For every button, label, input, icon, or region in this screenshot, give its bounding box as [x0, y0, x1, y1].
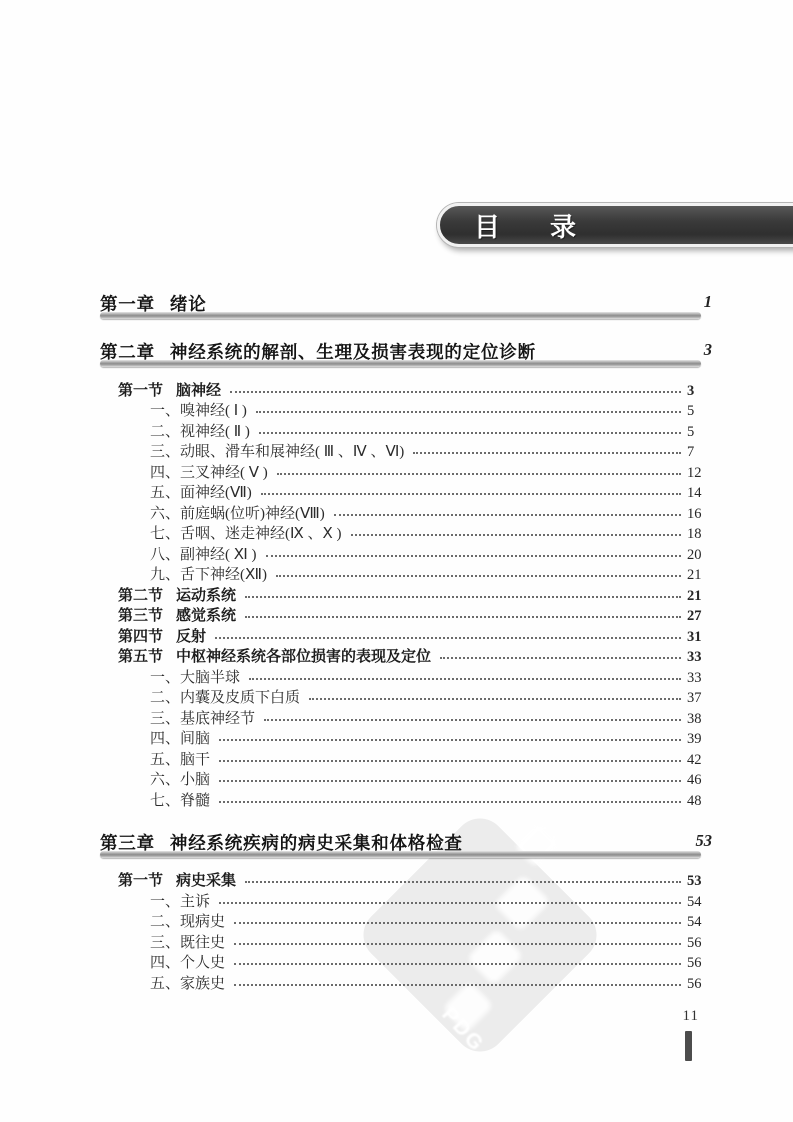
entry-label: 三、: [150, 444, 181, 461]
entry-title: 反射: [176, 628, 207, 645]
entry-page-number: 31: [687, 628, 702, 645]
chapter-heading-row: [100, 294, 712, 315]
entry-page-number: 56: [687, 955, 702, 972]
entry-label: 五、: [150, 975, 181, 992]
dotted-leader: [259, 432, 681, 434]
toc-entry-row: [100, 441, 712, 462]
toc: [100, 294, 712, 993]
entry-label: 第一节: [118, 873, 164, 890]
entry-page-number: 37: [687, 690, 702, 707]
toc-entry-row: [100, 769, 712, 790]
entry-title: 基底神经节: [180, 710, 256, 727]
entry-title: 既往史: [180, 934, 226, 951]
entry-label: 一、: [150, 669, 181, 686]
toc-entry-row: [100, 890, 712, 911]
entry-page-number: 38: [687, 710, 702, 727]
dotted-leader: [245, 881, 681, 883]
entry-label: 四、: [150, 955, 181, 972]
chapter-heading: [100, 342, 712, 367]
entry-title: 脑神经: [176, 382, 222, 399]
toc-entry-row: [100, 952, 712, 973]
dotted-leader: [219, 739, 681, 741]
chapter-label: 第一章: [100, 294, 155, 314]
entry-page-number: 54: [687, 893, 702, 910]
toc-entry-row: [100, 420, 712, 441]
entry-page-number: 33: [687, 669, 702, 686]
toc-entry-row: [100, 789, 712, 810]
dotted-leader: [245, 616, 681, 618]
entry-title: 内囊及皮质下白质: [180, 690, 301, 707]
entry-page-number: 7: [687, 444, 695, 461]
dotted-leader: [234, 922, 681, 924]
entry-page-number: 16: [687, 505, 702, 522]
dotted-leader: [230, 391, 681, 393]
entry-title: 现病史: [180, 914, 226, 931]
entry-label: 一、: [150, 403, 181, 420]
entry-page-number: 53: [687, 873, 702, 890]
dotted-leader: [413, 452, 681, 454]
dotted-leader: [234, 943, 681, 945]
entry-title: 主诉: [180, 893, 211, 910]
entry-title: 视神经( Ⅱ ): [180, 423, 250, 440]
entry-title: 动眼、滑车和展神经( Ⅲ 、Ⅳ 、Ⅵ): [180, 444, 405, 461]
entry-page-number: 14: [687, 485, 702, 502]
chapter-heading: [100, 830, 712, 858]
entry-title: 间脑: [180, 731, 211, 748]
entry-page-number: 27: [687, 608, 702, 625]
toc-entry-row: [100, 400, 712, 421]
entry-label: 三、: [150, 934, 181, 951]
chapter-page-number: 53: [695, 830, 712, 850]
entry-title: 脊髓: [180, 792, 211, 809]
toc-entry-row: [100, 870, 712, 891]
dotted-leader: [215, 637, 681, 639]
dotted-leader: [276, 575, 681, 577]
entry-page-number: 46: [687, 772, 702, 789]
dotted-leader: [277, 473, 681, 475]
entry-title: 舌下神经(Ⅻ): [180, 567, 267, 584]
entry-title: 病史采集: [176, 873, 237, 890]
entry-label: 第四节: [118, 628, 164, 645]
entry-label: 四、: [150, 731, 181, 748]
footer-ink-mark: [685, 1031, 692, 1061]
entry-title: 三叉神经( Ⅴ ): [180, 464, 268, 481]
toc-entry-row: [100, 482, 712, 503]
dotted-leader: [261, 493, 681, 495]
dotted-leader: [266, 555, 681, 557]
entry-label: 一、: [150, 893, 181, 910]
entry-title: 运动系统: [176, 587, 237, 604]
entry-label: 九、: [150, 567, 181, 584]
section-list: [100, 379, 712, 810]
dotted-leader: [219, 801, 681, 803]
chapter-heading: [100, 294, 712, 319]
toc-entry-row: [100, 911, 712, 932]
dotted-leader: [219, 760, 681, 762]
chapter-label: 第三章: [100, 832, 155, 853]
entry-title: 脑干: [180, 751, 211, 768]
entry-page-number: 56: [687, 975, 702, 992]
toc-entry-row: [100, 687, 712, 708]
toc-entry-row: [100, 728, 712, 749]
entry-label: 二、: [150, 690, 181, 707]
entry-label: 第二节: [118, 587, 164, 604]
toc-entry-row: [100, 379, 712, 400]
dotted-leader: [351, 534, 681, 536]
dotted-leader: [219, 902, 681, 904]
entry-title: 舌咽、迷走神经(Ⅸ 、Ⅹ ): [180, 526, 342, 543]
entry-title: 前庭蜗(位听)神经(Ⅷ): [180, 505, 325, 522]
entry-title: 个人史: [180, 955, 226, 972]
toc-entry-row: [100, 564, 712, 585]
dotted-leader: [234, 984, 681, 986]
dotted-leader: [309, 698, 681, 700]
dotted-leader: [264, 719, 681, 721]
entry-page-number: 20: [687, 546, 702, 563]
entry-title: 感觉系统: [176, 608, 237, 625]
watermark-pdg-label: PDG: [437, 1002, 489, 1057]
entry-label: 二、: [150, 914, 181, 931]
toc-entry-row: [100, 523, 712, 544]
entry-page-number: 39: [687, 731, 702, 748]
toc-entry-row: [100, 584, 712, 605]
entry-title: 副神经( Ⅺ ): [180, 546, 257, 563]
entry-page-number: 42: [687, 751, 702, 768]
entry-label: 第五节: [118, 649, 164, 666]
toc-entry-row: [100, 666, 712, 687]
chapter-page-number: 1: [703, 292, 712, 311]
entry-label: 五、: [150, 485, 181, 502]
toc-entry-row: [100, 605, 712, 626]
dotted-leader: [219, 780, 681, 782]
entry-title: 大脑半球: [180, 669, 241, 686]
entry-label: 二、: [150, 423, 181, 440]
chapter-heading-row: [100, 342, 712, 363]
entry-page-number: 21: [687, 587, 702, 604]
entry-label: 第一节: [118, 382, 164, 399]
footer-page-number: 11: [682, 1008, 699, 1024]
entry-label: 三、: [150, 710, 181, 727]
entry-page-number: 48: [687, 792, 702, 809]
chapter-title: 神经系统疾病的病史采集和体格检查: [169, 832, 463, 853]
toc-entry-row: [100, 646, 712, 667]
entry-title: 小脑: [180, 772, 211, 789]
entry-label: 四、: [150, 464, 181, 481]
toc-entry-row: [100, 625, 712, 646]
toc-entry-row: [100, 461, 712, 482]
chapter-title: 神经系统的解剖、生理及损害表现的定位诊断: [169, 342, 536, 362]
entry-page-number: 21: [687, 567, 702, 584]
toc-entry-row: [100, 707, 712, 728]
entry-page-number: 5: [687, 423, 695, 440]
entry-label: 七、: [150, 526, 181, 543]
chapter-title: 绪论: [169, 294, 207, 314]
chapter-label: 第二章: [100, 342, 155, 362]
entry-page-number: 3: [687, 382, 695, 399]
dotted-leader: [440, 657, 681, 659]
chapter-page-number: 3: [703, 340, 712, 359]
toc-entry-row: [100, 972, 712, 993]
entry-title: 面神经(Ⅶ): [180, 485, 252, 502]
entry-page-number: 54: [687, 914, 702, 931]
entry-title: 嗅神经( Ⅰ ): [180, 403, 247, 420]
entry-label: 第三节: [118, 608, 164, 625]
entry-title: 中枢神经系统各部位损害的表现及定位: [176, 649, 432, 666]
dotted-leader: [256, 411, 681, 413]
entry-page-number: 5: [687, 403, 695, 420]
entry-label: 八、: [150, 546, 181, 563]
entry-page-number: 18: [687, 526, 702, 543]
chapter-heading-row: [100, 830, 712, 854]
toc-header-banner: [437, 203, 793, 247]
dotted-leader: [249, 678, 681, 680]
entry-label: 六、: [150, 505, 181, 522]
toc-entry-row: [100, 502, 712, 523]
dotted-leader: [245, 596, 681, 598]
toc-entry-row: [100, 931, 712, 952]
entry-label: 六、: [150, 772, 181, 789]
section-list: [100, 870, 712, 993]
entry-page-number: 12: [687, 464, 702, 481]
entry-title: 家族史: [180, 975, 226, 992]
entry-label: 七、: [150, 792, 181, 809]
toc-entry-row: [100, 543, 712, 564]
entry-page-number: 56: [687, 934, 702, 951]
entry-page-number: 33: [687, 649, 702, 666]
dotted-leader: [234, 963, 681, 965]
toc-header-title: 目 录: [474, 211, 589, 242]
dotted-leader: [334, 514, 681, 516]
toc-entry-row: [100, 748, 712, 769]
entry-label: 五、: [150, 751, 181, 768]
